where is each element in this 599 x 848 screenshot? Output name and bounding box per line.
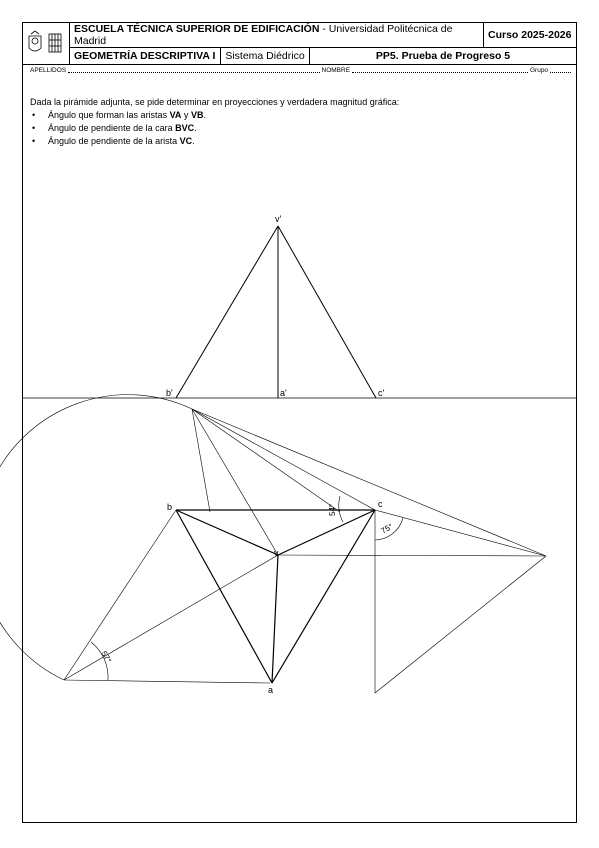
group-label: Grupo (529, 67, 549, 74)
angle-label-54: 54° (328, 503, 337, 516)
task-item: • Ángulo que forman las aristas VA y VB. (30, 109, 399, 122)
name-label: NOMBRE (321, 67, 351, 74)
angle-label-75: 75° (379, 521, 395, 536)
label-b-prime: b' (166, 388, 173, 398)
plan-view (176, 510, 375, 683)
school-name: ESCUELA TÉCNICA SUPERIOR DE EDIFICACIÓN (74, 23, 320, 35)
task-item: • Ángulo de pendiente de la cara BVC. (30, 122, 399, 135)
subject-cell: GEOMETRÍA DESCRIPTIVA I (70, 48, 221, 65)
system-cell: Sistema Diédrico (221, 48, 310, 65)
label-a: a (268, 685, 274, 695)
elevation-view (176, 226, 376, 398)
construction-lines (0, 395, 546, 693)
label-c: c (378, 499, 383, 509)
university-name: - Universidad Politécnica de Madrid (74, 23, 453, 47)
test-cell: PP5. Prueba de Progreso 5 (310, 48, 577, 65)
label-v: v (274, 548, 279, 558)
label-b: b (167, 502, 173, 512)
label-v-prime: v' (275, 214, 282, 224)
course-cell: Curso 2025-2026 (484, 23, 577, 48)
surname-label: APELLIDOS (30, 67, 67, 74)
label-a-prime: a' (280, 388, 287, 398)
task-item: • Ángulo de pendiente de la arista VC. (30, 135, 399, 148)
angle-label-57: 57° (99, 649, 114, 665)
label-c-prime: c' (378, 388, 385, 398)
statement-intro: Dada la pirámide adjunta, se pide determinar en proyecciones y verdadera magnitud gráfica: (30, 97, 400, 107)
